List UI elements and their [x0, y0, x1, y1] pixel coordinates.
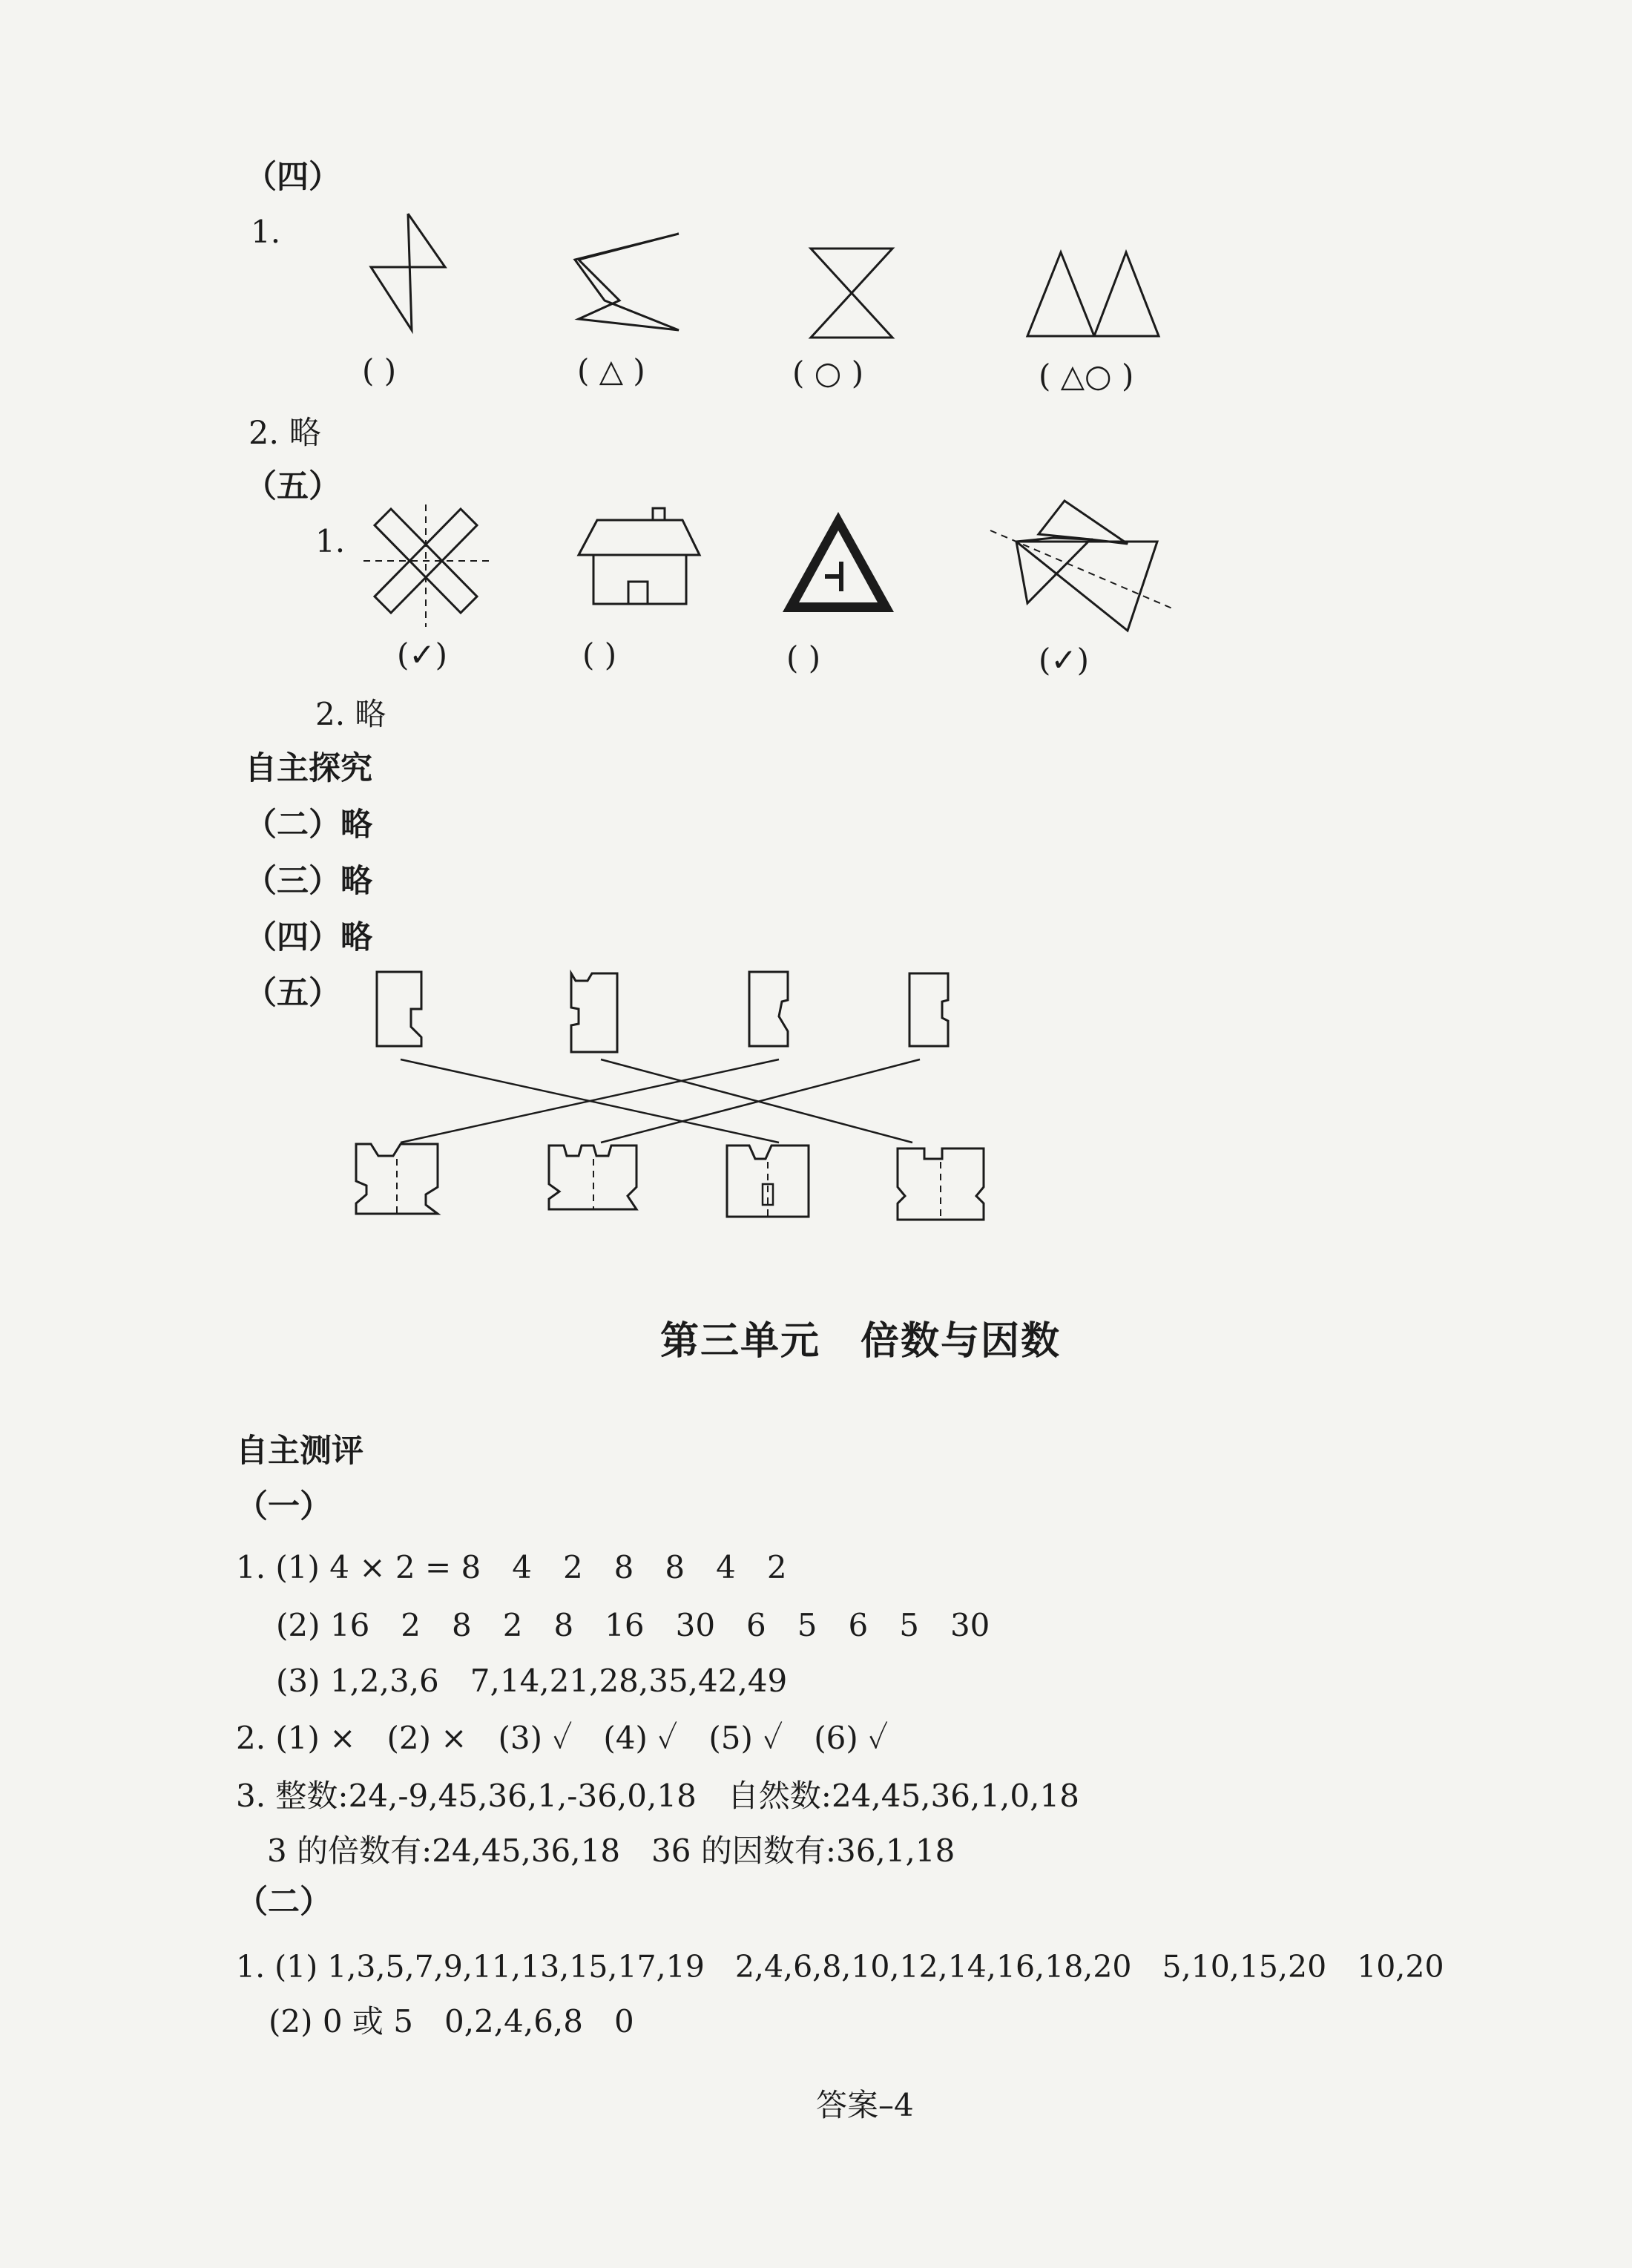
figure-twin-triangles	[1024, 249, 1165, 341]
assess-section-1: （一）	[236, 1488, 332, 1525]
answer-check: (✓)	[397, 637, 447, 673]
figure-matching-shapes	[349, 964, 1001, 1232]
explore-item: （五）	[245, 975, 340, 1012]
answer-line: 3 的倍数有:24,45,36,18 36 的因数有:36,1,18	[267, 1833, 955, 1869]
question-number: 1.	[315, 523, 346, 559]
answer-line: (2) 16 2 8 2 8 16 30 6 5 6 5 30	[276, 1607, 990, 1643]
figure-house	[575, 504, 705, 608]
assess-heading: 自主测评	[236, 1433, 363, 1470]
answer-line: 1. (1) 4 × 2 = 8 4 2 8 8 4 2	[236, 1549, 787, 1585]
page-number: 答案–4	[816, 2087, 914, 2123]
answer-line: 1. (1) 1,3,5,7,9,11,13,15,17,19 2,4,6,8,10,12,14,16,18,20 5,10,15,20 10,20	[236, 1949, 1444, 1985]
unit-title: 第三单元 倍数与因数	[660, 1319, 1062, 1364]
answer-blank: ( )	[582, 637, 617, 673]
figure-zigzag	[363, 208, 460, 341]
figure-cross-shape	[360, 504, 493, 631]
answer-line: 3. 整数:24,-9,45,36,1,-36,0,18 自然数:24,45,36,1,0,18	[236, 1778, 1079, 1814]
section-heading-4: （四）	[245, 159, 340, 196]
answer-line: 2. (1) × (2) × (3) ✓ (4) ✓ (5) ✓ (6) ✓	[236, 1720, 889, 1756]
answer-blank: ( )	[362, 352, 397, 389]
answer-line: (2) 0 或 5 0,2,4,6,8 0	[269, 2003, 634, 2039]
figure-double-triangle	[805, 241, 901, 345]
explore-item: （四）略	[245, 919, 372, 956]
answer-blank: ( )	[786, 640, 821, 676]
answer-blank: ( ○ )	[792, 355, 864, 391]
question-text: 2. 略	[249, 415, 321, 452]
figure-arrow-shape	[571, 230, 697, 334]
section-heading-5: （五）	[245, 468, 340, 505]
answer-check: (✓)	[1039, 642, 1089, 678]
question-number: 1.	[251, 214, 281, 250]
question-text: 2. 略	[315, 696, 386, 732]
assess-section-2: （二）	[236, 1884, 332, 1921]
explore-item: （二）略	[245, 806, 372, 844]
explore-heading: 自主探究	[245, 750, 372, 787]
explore-item: （三）略	[245, 863, 372, 900]
figure-overlapping-triangles	[987, 493, 1179, 634]
answer-blank: ( △ )	[577, 352, 645, 389]
figure-warning-triangle-sign	[779, 508, 898, 616]
answer-blank: ( △○ )	[1039, 358, 1134, 394]
answer-line: (3) 1,2,3,6 7,14,21,28,35,42,49	[276, 1663, 788, 1699]
